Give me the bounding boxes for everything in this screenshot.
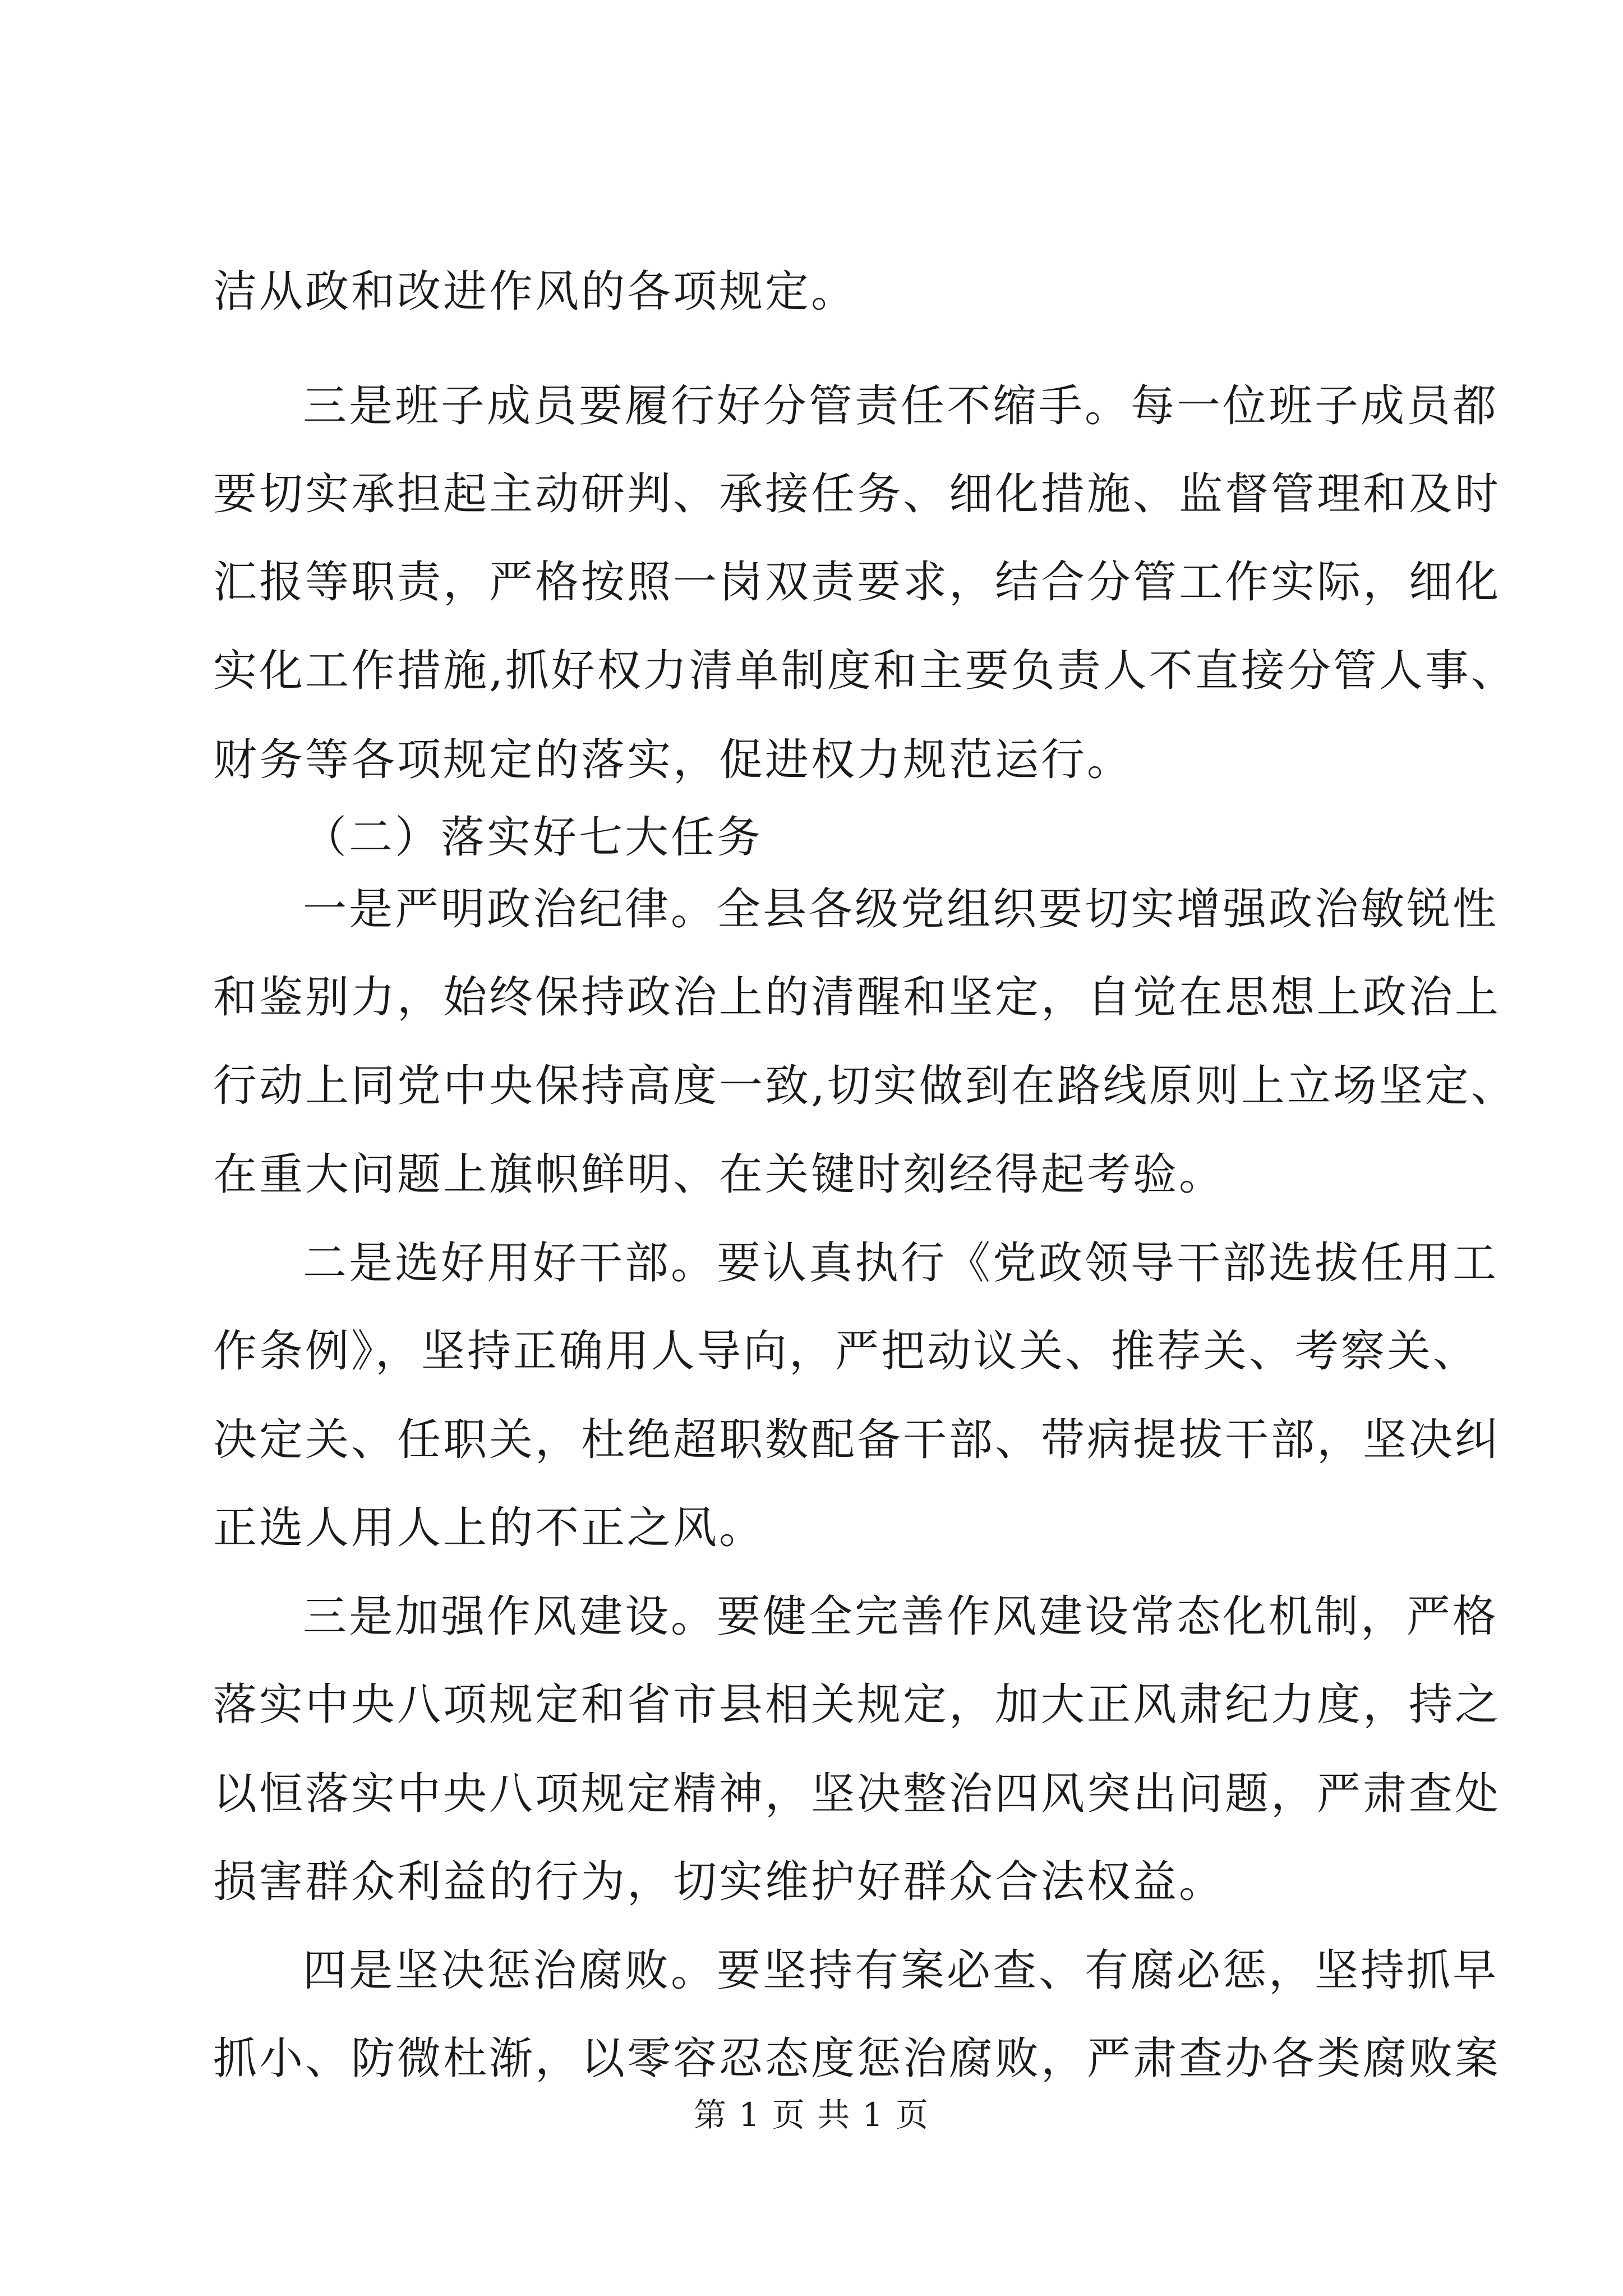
page-footer: 第 1 页 共 1 页 bbox=[694, 2096, 929, 2134]
text-line: 行动上同党中央保持高度一致,切实做到在路线原则上立场坚定、 bbox=[213, 1061, 1517, 1111]
section-heading: （二）落实好七大任务 bbox=[303, 812, 763, 863]
text-line: 落实中央八项规定和省市县相关规定，加大正风肃纪力度，持之 bbox=[213, 1680, 1501, 1730]
paragraph-start-line: 三是班子成员要履行好分管责任不缩手。每一位班子成员都 bbox=[303, 381, 1499, 431]
text-line: 在重大问题上旗帜鲜明、在关键时刻经得起考验。 bbox=[213, 1149, 1225, 1200]
text-line: 以恒落实中央八项规定精神，坚决整治四风突出问题，严肃查处 bbox=[213, 1769, 1501, 1819]
paragraph-start-line: 三是加强作风建设。要健全完善作风建设常态化机制，严格 bbox=[303, 1591, 1499, 1642]
text-line: 和鉴别力，始终保持政治上的清醒和坚定，自觉在思想上政治上 bbox=[213, 972, 1501, 1023]
text-line: 实化工作措施,抓好权力清单制度和主要负责人不直接分管人事、 bbox=[213, 646, 1517, 696]
text-line: 作条例》，坚持正确用人导向，严把动议关、推荐关、考察关、 bbox=[213, 1326, 1479, 1377]
text-line: 财务等各项规定的落实，促进权力规范运行。 bbox=[213, 735, 1133, 785]
paragraph-start-line: 二是选好用好干部。要认真执行《党政领导干部选拔任用工 bbox=[303, 1238, 1499, 1289]
paragraph-start-line: 一是严明政治纪律。全县各级党组织要切实增强政治敏锐性 bbox=[303, 884, 1499, 935]
paragraph-start-line: 四是坚决惩治腐败。要坚持有案必查、有腐必惩，坚持抓早 bbox=[303, 1945, 1499, 1996]
text-line: 决定关、任职关，杜绝超职数配备干部、带病提拔干部，坚决纠 bbox=[213, 1415, 1501, 1465]
text-line: 损害群众利益的行为，切实维护好群众合法权益。 bbox=[213, 1857, 1225, 1907]
text-line: 正选人用人上的不正之风。 bbox=[213, 1503, 766, 1553]
text-line: 抓小、防微杜渐，以零容忍态度惩治腐败，严肃查办各类腐败案 bbox=[213, 2033, 1501, 2084]
text-line: 洁从政和改进作风的各项规定。 bbox=[213, 266, 857, 317]
text-line: 汇报等职责，严格按照一岗双责要求，结合分管工作实际，细化 bbox=[213, 557, 1501, 608]
text-line: 要切实承担起主动研判、承接任务、细化措施、监督管理和及时 bbox=[213, 469, 1501, 519]
